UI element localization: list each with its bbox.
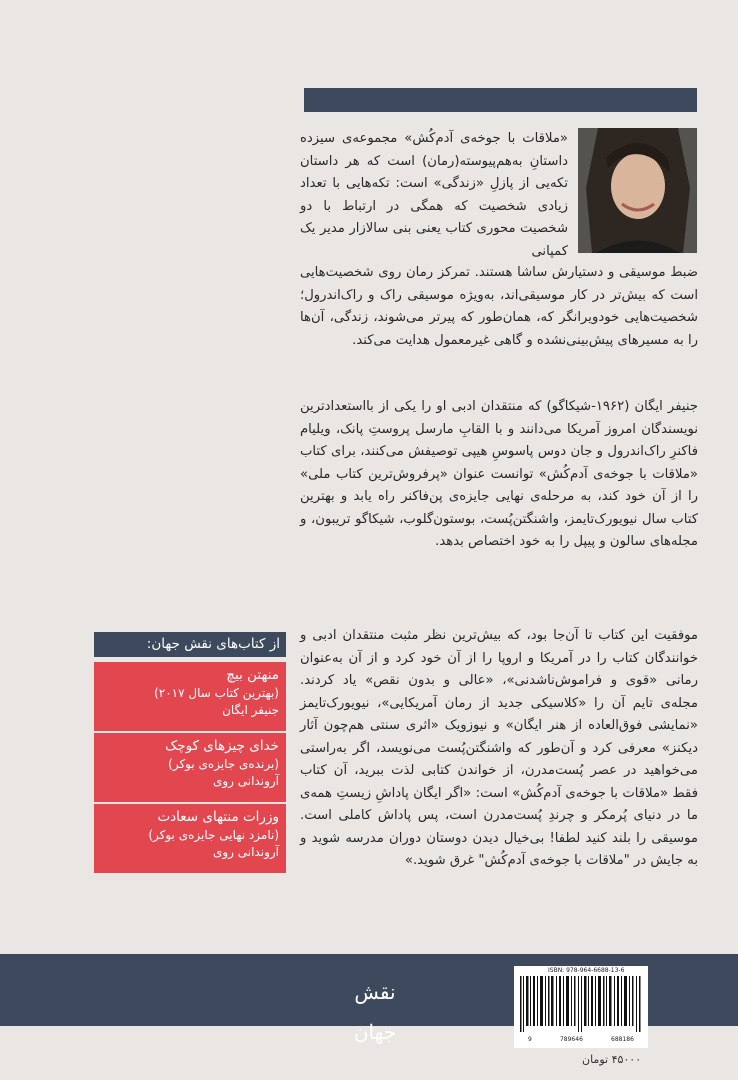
book-subtitle: (برنده‌ی جایزه‌ی بوکر) bbox=[168, 757, 279, 771]
price-label: ۴۵۰۰۰ تومان bbox=[582, 1053, 642, 1066]
barcode-digits bbox=[514, 1036, 648, 1043]
book-title: وزرات منتهای سعادت bbox=[157, 809, 279, 825]
other-books-heading: از کتاب‌های نقش جهان: bbox=[94, 632, 286, 657]
isbn-text: ISBN: 978-964-6688-13-6 bbox=[548, 967, 625, 974]
reception-paragraph: موفقیت این کتاب تا آن‌جا بود، که بیش‌ترین نظر مثبت منتقدان ادبی و خوانندگان کتاب را در آمریکا و اروپا را از آن خود کرد و از آن به‌عنوان رمانی «قوی و فراموش‌ناشدنی»، «عالی و بدون نقص» یاد کردند. مجله‌ی تایم آن را «کلاسیکی جدید از رمان آمریکایی»، نیویورک‌تایمز «نمایشی فوق‌العاده از هنر ایگان» و نیوزویک «اثری سنتی هم‌چون آثار دیکنز» معرفی کرد و آن‌طور که واشنگتن‌پُست می‌نویسد، اگر به‌راستی می‌خواهید در عصر پُست‌مدرن، از خواندن کتابی لذت ببرید، آن کتاب فقط «ملاقات با جوخه‌ی آدم‌کُش» است: «اگر ایگان پاداشِ زیستِ همه‌ی ما در دنیای پُرمکر و چرندِ پُست‌مدرن است، پس پاداش کاملی است. موسیقی را بلند کنید لطفا! بی‌خیال دیدن دوستان دوران مدرسه شوید و به جایش در "ملاقات با جوخه‌ی آدم‌کُش" غرق شوید.» bbox=[300, 628, 698, 868]
author-photo bbox=[578, 128, 697, 253]
book-card bbox=[94, 662, 286, 731]
barcode-digit-left: 9 bbox=[528, 1036, 532, 1043]
barcode-digit-right: 688186 bbox=[611, 1036, 634, 1043]
book-author: جنیفر ایگان bbox=[222, 703, 279, 717]
barcode-icon bbox=[520, 976, 642, 1032]
book-title: خدای چیزهای کوچک bbox=[165, 738, 279, 754]
book-subtitle: (بهترین کتاب سال ۲۰۱۷) bbox=[154, 686, 279, 700]
book-author: آروندانی روی bbox=[212, 845, 279, 859]
book-card bbox=[94, 804, 286, 873]
top-bar bbox=[304, 88, 697, 112]
intro-paragraph-continued: ضبط موسیقی و دستیارش ساشا هستند. تمرکز رمان روی شخصیت‌هایی است که بیش‌تر در کار موسیقی‌اند، به‌ویژه موسیقی راک و راک‌اندرول؛ شخصیت‌هایی خودویرانگر که، همان‌طور که پیرتر می‌شوند، زندگی، آن‌ها را به مسیرهای پیش‌بینی‌نشده و گاهی غیرمعمول هدایت می‌کند. bbox=[300, 265, 698, 348]
book-author: آروندانی روی bbox=[212, 774, 279, 788]
book-title: منهتن بیچ bbox=[226, 667, 279, 683]
publisher-logo: نقش جهان bbox=[353, 980, 397, 1044]
intro-paragraph: «ملاقات با جوخه‌ی آدم‌کُش» مجموعه‌ی سیزده داستانِ به‌هم‌پیوسته(رمان) است که هر داستان تکه‌یی از پازلِ «زندگی» است: تکه‌هایی با تعداد زیادی شخصیت که همگی در ارتباط با دو شخصیت محوری کتاب یعنی بنی سالازار مدیر یک کمپانی bbox=[300, 131, 568, 259]
barcode-digit-mid: 789646 bbox=[559, 1036, 583, 1043]
book-subtitle: (نامزد نهایی جایزه‌ی بوکر) bbox=[148, 828, 279, 842]
book-card bbox=[94, 733, 286, 802]
author-paragraph: جنیفر ایگان (۱۹۶۲-شیکاگو) که منتقدان ادبی او را یکی از بااستعدادترین نویسندگان امروز آمریکا می‌دانند و با القابِ مارسل پروستِ پانک، ویلیام فاکنرِ راک‌اندرول و جان دوس پاسوسِ هیپی توصیفش می‌کنند، برای کتاب «ملاقات با جوخه‌ی آدم‌کُش» توانست عنوان «پرفروش‌ترین کتاب ملی» را از آن خود کند، به مرحله‌ی نهایی جایزه‌ی پن‌فاکنر راه یابد و بهترین کتاب سال نیویورک‌تایمز، واشنگتن‌پُست، بوستون‌گلوب، شیکاگو تریبون، و مجله‌های سالون و پیپل را به خود اختصاص بدهد. bbox=[300, 399, 698, 549]
